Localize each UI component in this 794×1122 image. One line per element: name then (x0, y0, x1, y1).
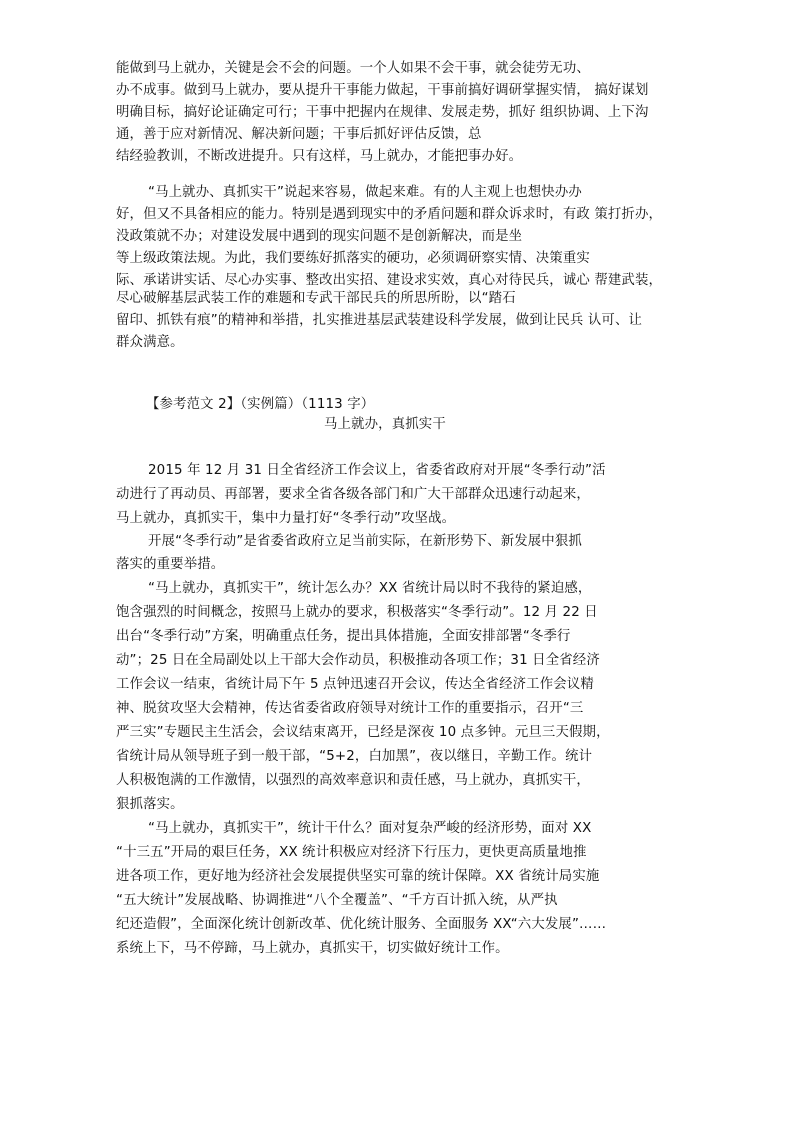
paragraph-line: 结经验教训，不断改进提升。只有这样，马上就办，才能把事办好。 (116, 149, 523, 164)
paragraph-line: “马上就办、真抓实干”说起来容易，做起来难。有的人主观上也想快办办 (148, 185, 582, 200)
paragraph-line: 饱含强烈的时间概念，按照马上就办的要求，积极落实“冬季行动”。12 月 22 日 (116, 605, 598, 620)
paragraph-line: 动”；25 日在全局副处以上干部大会作动员，积极推动各项工作；31 日全省经济 (116, 653, 600, 668)
sample-title: 马上就办，真抓实干 (324, 417, 446, 432)
paragraph-line: 尽心破解基层武装工作的难题和专武干部民兵的所思所盼，以“踏石 (116, 291, 516, 306)
paragraph-line: 落实的重要举措。 (116, 557, 225, 572)
sample-heading: 【参考范文 2】（实例篇）（1113 字） (146, 397, 375, 412)
paragraph-line: 好，但又不具备相应的能力。特别是遇到现实中的矛盾问题和群众诉求时，有政 策打折办， (116, 207, 663, 222)
paragraph-line: 2015 年 12 月 31 日全省经济工作会议上，省委省政府对开展“冬季行动”活 (148, 463, 606, 478)
paragraph-line: 狠抓落实。 (116, 797, 184, 812)
paragraph-line: 开展“冬季行动”是省委省政府立足当前实际，在新形势下、新发展中狠抓 (148, 534, 582, 549)
paragraph-line: 办不成事。做到马上就办，要从提升干事能力做起，干事前搞好调研掌握实情， 搞好谋划 (116, 83, 649, 98)
paragraph-line: 留印、抓铁有痕”的精神和举措，扎实推进基层武装建设科学发展，做到让民兵 认可、让 (116, 313, 643, 328)
paragraph-line: 马上就办，真抓实干，集中力量打好“冬季行动”攻坚战。 (116, 511, 456, 526)
paragraph-line: 人积极饱满的工作激情，以强烈的高效率意识和责任感，马上就办，真抓实干， (116, 773, 590, 788)
paragraph-line: 群众满意。 (116, 335, 184, 350)
paragraph-line: “五大统计”发展战略、协调推进“八个全覆盖”、“千方百计抓入统，从严执 (116, 893, 558, 908)
paragraph-line: 严三实”专题民主生活会，会议结束离开，已经是深夜 10 点多钟。元旦三天假期， (116, 725, 610, 740)
paragraph-line: 等上级政策法规。为此，我们要练好抓落实的硬功，必须调研察实情、决策重实 (116, 251, 590, 266)
paragraph-line: 系统上下，马不停蹄，马上就办，真抓实干，切实做好统计工作。 (116, 941, 509, 956)
paragraph-line: 进各项工作，更好地为经济社会发展提供坚实可靠的统计保障。XX 省统计局实施 (116, 869, 600, 884)
paragraph-line: 际、承诺讲实话、尽心办实事、整改出实招、建设求实效，真心对待民兵，诚心 帮建武装， (116, 273, 663, 288)
paragraph-line: 没政策就不办；对建设发展中遇到的现实问题不是创新解决，而是坐 (116, 229, 523, 244)
paragraph-line: 能做到马上就办，关键是会不会的问题。一个人如果不会干事，就会徒劳无功、 (116, 61, 590, 76)
paragraph-line: 省统计局从领导班子到一般干部，“5+2，白加黑”，夜以继日，辛勤工作。统计 (116, 749, 593, 764)
paragraph-line: 神、脱贫攻坚大会精神，传达省委省政府领导对统计工作的重要指示，召开“三 (116, 701, 584, 716)
paragraph-line: 纪还造假”，全面深化统计创新改革、优化统计服务、全面服务 XX“六大发展”…… (116, 917, 607, 932)
paragraph-line: 出台“冬季行动”方案，明确重点任务，提出具体措施，全面安排部署“冬季行 (116, 629, 571, 644)
paragraph-line: “十三五”开局的艰巨任务，XX 统计积极应对经济下行压力，更快更高质量地推 (116, 845, 587, 860)
paragraph-line: 通，善于应对新情况、解决新问题；干事后抓好评估反馈，总 (116, 127, 482, 142)
paragraph-line: “马上就办，真抓实干”，统计怎么办？XX 省统计局以时不我待的紧迫感， (148, 581, 592, 596)
paragraph-line: 动进行了再动员、再部署，要求全省各级各部门和广大干部群众迅速行动起来， (116, 487, 590, 502)
paragraph-line: 明确目标，搞好论证确定可行；干事中把握内在规律、发展走势，抓好 组织协调、上下沟 (116, 105, 649, 120)
paragraph-line: 工作会议一结束，省统计局下午 5 点钟迅速召开会议，传达全省经济工作会议精 (116, 677, 594, 692)
paragraph-line: “马上就办，真抓实干”，统计干什么？面对复杂严峻的经济形势，面对 XX (148, 821, 592, 836)
